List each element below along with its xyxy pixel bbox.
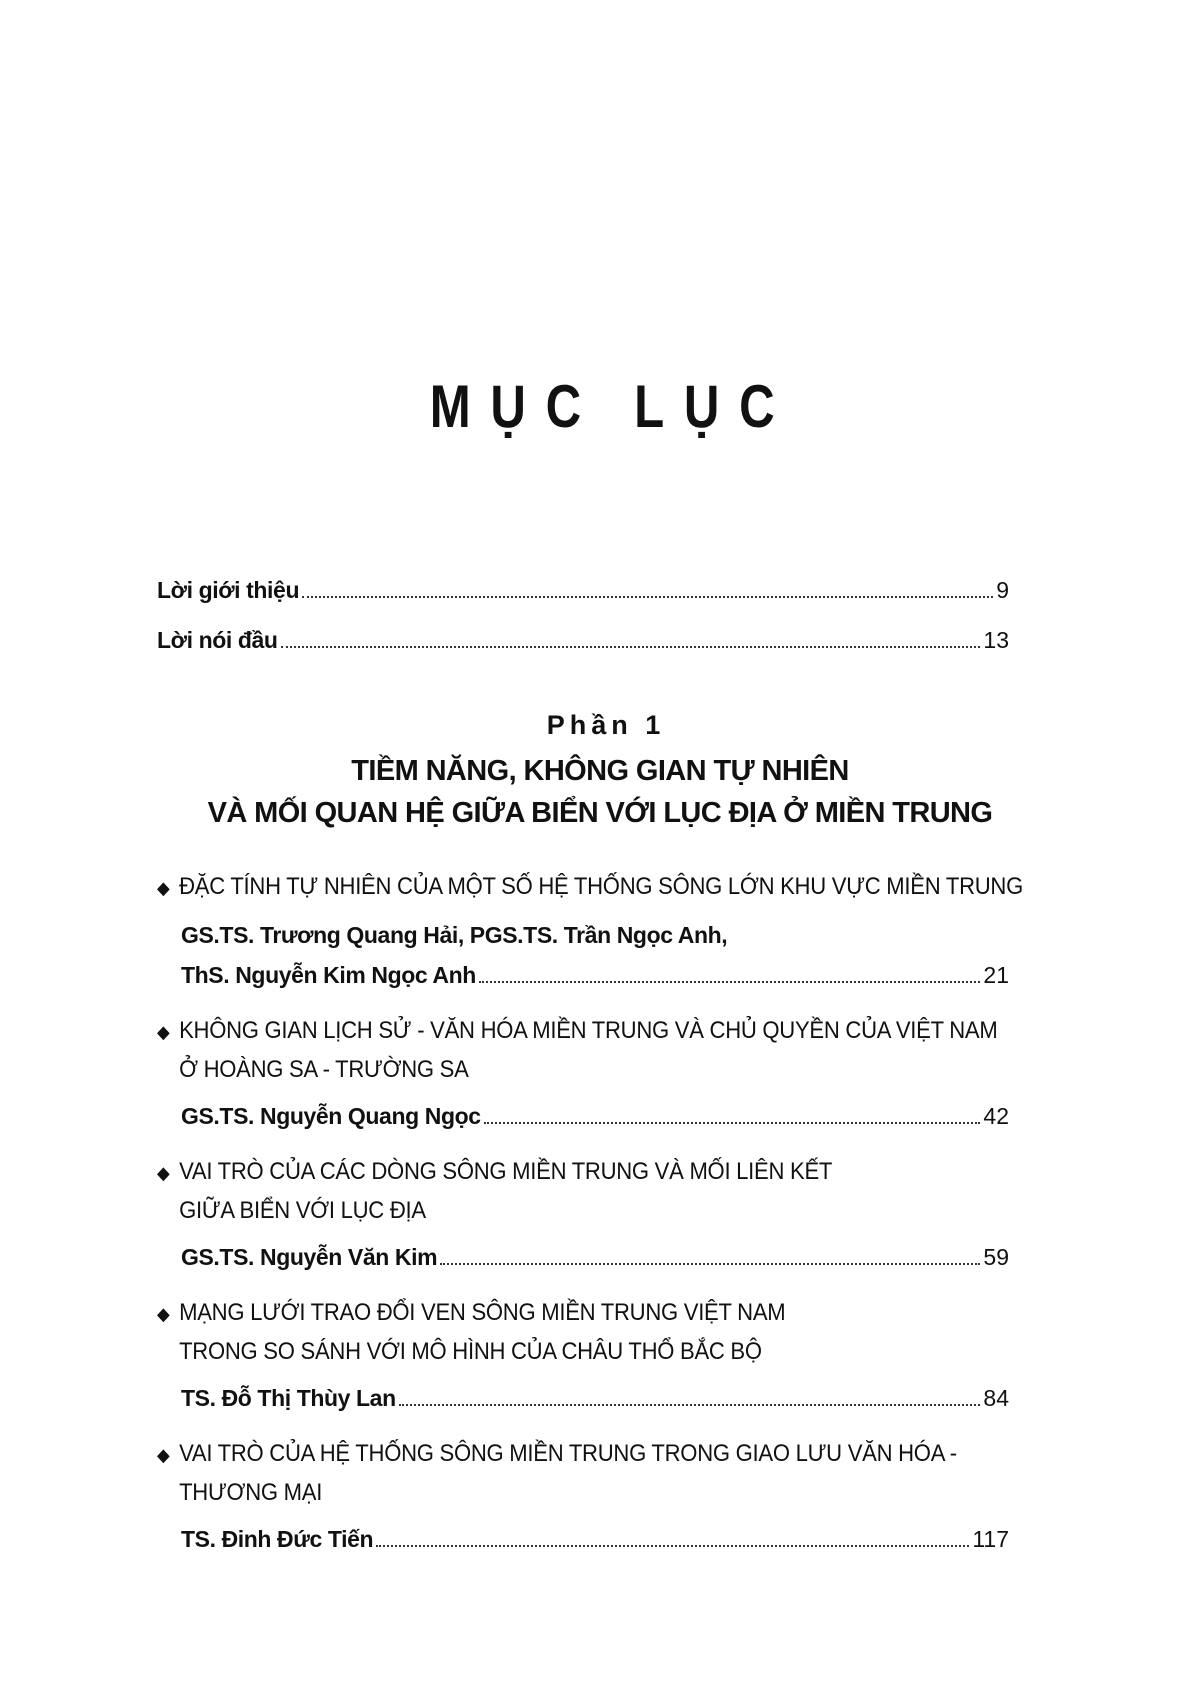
part-label: Phần 1 xyxy=(546,710,666,740)
article-authors: TS. Đỗ Thị Thùy Lan xyxy=(181,1385,396,1411)
dot-leader xyxy=(484,1122,981,1124)
article-title-line: THƯƠNG MẠI xyxy=(179,1479,323,1506)
toc-page-number: 59 xyxy=(983,1244,1009,1270)
toc-entry-article xyxy=(181,1101,1009,1131)
toc-entry-label: Lời giới thiệu xyxy=(157,577,300,603)
article-title xyxy=(157,868,1023,907)
article-authors: ThS. Nguyễn Kim Ngọc Anh xyxy=(181,962,476,988)
toc-page-number: 21 xyxy=(983,962,1009,988)
dot-leader xyxy=(302,596,993,598)
article-authors: TS. Đinh Đức Tiến xyxy=(181,1526,374,1552)
dot-leader xyxy=(440,1263,980,1265)
article-title-line: Ở HOÀNG SA - TRƯỜNG SA xyxy=(179,1056,469,1083)
toc-page-number: 42 xyxy=(983,1103,1009,1129)
article-title xyxy=(157,1294,785,1370)
part-title-line-1: TIỀM NĂNG, KHÔNG GIAN TỰ NHIÊN xyxy=(351,755,849,787)
toc-page-number: 117 xyxy=(972,1526,1009,1552)
toc-entry-label: Lời nói đầu xyxy=(157,627,278,653)
article-title-line: VAI TRÒ CỦA HỆ THỐNG SÔNG MIỀN TRUNG TRONG GIAO LƯU VĂN HÓA - xyxy=(179,1440,957,1467)
article-title-line: ĐẶC TÍNH TỰ NHIÊN CỦA MỘT SỐ HỆ THỐNG SÔNG LỚN KHU VỰC MIỀN TRUNG xyxy=(179,873,1023,900)
article-author-line xyxy=(181,920,1009,950)
article-title xyxy=(157,1012,998,1088)
toc-entry-article xyxy=(181,960,1009,990)
article-authors: GS.TS. Nguyễn Quang Ngọc xyxy=(181,1103,481,1129)
toc-entry-preface xyxy=(157,625,1009,655)
dot-leader xyxy=(281,646,981,648)
diamond-bullet-icon: ◆ xyxy=(157,1304,170,1324)
toc-entry-article xyxy=(181,1524,1009,1554)
toc-page-number: 9 xyxy=(996,577,1009,603)
dot-leader xyxy=(399,1404,981,1406)
toc-page-number: 13 xyxy=(983,627,1009,653)
diamond-bullet-icon: ◆ xyxy=(157,1163,170,1183)
dot-leader xyxy=(479,981,980,983)
article-title-line: GIỮA BIỂN VỚI LỤC ĐỊA xyxy=(179,1197,426,1224)
part-title-line-2: VÀ MỐI QUAN HỆ GIỮA BIỂN VỚI LỤC ĐỊA Ở MIỀN TRUNG xyxy=(207,797,993,829)
dot-leader xyxy=(376,1545,969,1547)
article-authors: GS.TS. Nguyễn Văn Kim xyxy=(181,1244,438,1270)
article-title xyxy=(157,1153,832,1229)
toc-page-number: 84 xyxy=(983,1385,1009,1411)
diamond-bullet-icon: ◆ xyxy=(157,1022,170,1042)
diamond-bullet-icon: ◆ xyxy=(157,1445,170,1465)
diamond-bullet-icon: ◆ xyxy=(157,878,170,898)
toc-entry-introduction xyxy=(157,575,1009,605)
article-authors: GS.TS. Trương Quang Hải, PGS.TS. Trần Ngọc Anh, xyxy=(181,922,728,948)
article-title xyxy=(157,1435,957,1511)
page-title: MỤC LỤC xyxy=(429,373,795,440)
article-title-line: TRONG SO SÁNH VỚI MÔ HÌNH CỦA CHÂU THỔ BẮC BỘ xyxy=(179,1338,762,1365)
toc-entry-article xyxy=(181,1242,1009,1272)
article-title-line: KHÔNG GIAN LỊCH SỬ - VĂN HÓA MIỀN TRUNG VÀ CHỦ QUYỀN CỦA VIỆT NAM xyxy=(179,1017,998,1044)
toc-entry-article xyxy=(181,1383,1009,1413)
article-title-line: MẠNG LƯỚI TRAO ĐỔI VEN SÔNG MIỀN TRUNG VIỆT NAM xyxy=(179,1299,786,1326)
article-title-line: VAI TRÒ CỦA CÁC DÒNG SÔNG MIỀN TRUNG VÀ MỐI LIÊN KẾT xyxy=(179,1158,833,1185)
